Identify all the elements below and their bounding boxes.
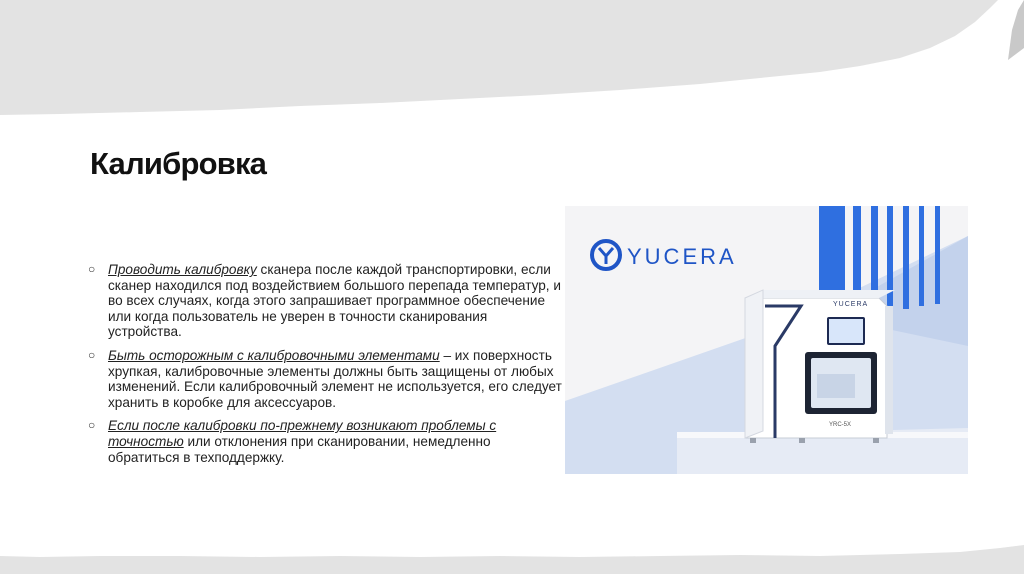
bullet-item-support <box>88 418 564 465</box>
bullet-emphasis: Проводить калибровку <box>108 262 257 277</box>
circle-bullet-icon: ○ <box>88 418 96 433</box>
bullet-list <box>88 262 564 473</box>
scanner-machine <box>745 290 895 443</box>
brand-logo-text: YUCERA <box>627 244 737 269</box>
product-image <box>565 206 968 474</box>
bullet-emphasis: Если после калибровки по-прежнему возникают проблемы с точностью <box>108 418 497 449</box>
slide-title: Калибровка <box>90 146 267 181</box>
bullet-text: – их поверхность хрупкая, калибровочные элементы должны быть защищены от любых изменений. Если калибровочный элемент не используется, его следует хранить в коробке для аксессуаров. <box>108 347 562 410</box>
bullet-item-careful <box>88 348 564 410</box>
machine-brand-text: YUCERA <box>833 301 869 308</box>
bullet-emphasis: Быть осторожным с калибровочными элементами <box>108 347 440 363</box>
bullet-item-calibration <box>88 262 564 340</box>
machine-model-text: YRC-5X <box>829 422 852 428</box>
circle-bullet-icon: ○ <box>88 262 96 276</box>
bullet-text: сканера после каждой транспортировки, если сканер находился под воздействием большого перепада температур, и во всех случаях, когда этого запрашивает программное обеспечение или когда пользователь не уверен в точности сканирования устройства. <box>108 262 561 340</box>
yucera-machine-illustration <box>565 206 968 474</box>
circle-bullet-icon: ○ <box>88 347 96 362</box>
bullet-text: или отклонения при сканировании, немедленно обратиться в техподдержку. <box>108 433 491 465</box>
